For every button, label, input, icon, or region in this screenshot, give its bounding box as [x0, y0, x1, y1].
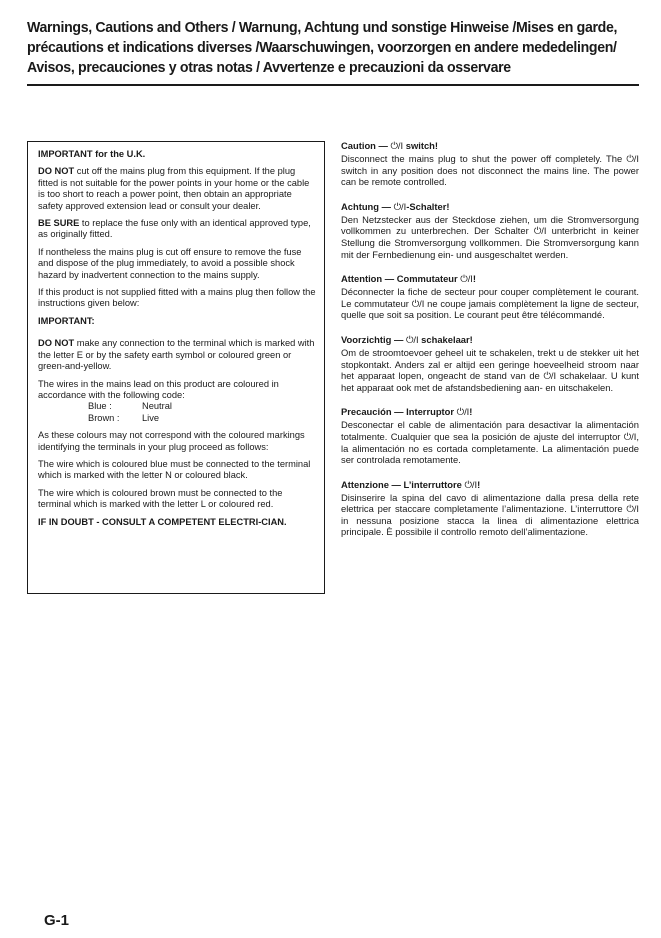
caution-english: [341, 140, 639, 188]
multilingual-cautions: [341, 140, 639, 551]
uk-important-label: IMPORTANT:: [38, 315, 95, 326]
caution-french-title: Attention — Commutateur ⏻/I!: [341, 273, 477, 285]
uk-paragraph-3: If nontheless the mains plug is cut off ensure to remove the fuse and dispose of the plug immediately, to avoid a possible shock hazard by inadvertent connection to the mains supply.: [38, 246, 302, 280]
caution-spanish-body: Desconectar el cable de alimentación para desactivar la alimentación totalmente. Cualquier que sea la posición de ajuste del interruptor ⏻/I, la alimentación no es cortada completamente. La alimentación puede ser controlada remotamente.: [341, 419, 639, 466]
uk-paragraph-5: DO NOT make any connection to the terminal which is marked with the letter E or by the safety earth symbol or coloured green or green-and-yellow.: [38, 338, 315, 372]
wire-color-code: [38, 401, 316, 424]
uk-paragraph-4: If this product is not supplied fitted with a mains plug then follow the instructions given below:: [38, 287, 316, 309]
caution-german-body: Den Netzstecker aus der Steckdose ziehen, um die Stromversorgung vollkommen zu unterbrechen. Der Schalter ⏻/I unterbricht in keiner Stellung die Stromversorgung vollkommen. Die Stromversorgung kann mit der Fernbedienung ein- und ausgeschaltet werden.: [341, 213, 639, 260]
wire-row-blue: Blue : Neutral: [88, 401, 172, 412]
power-switch-icon: ⏻/I: [533, 225, 547, 237]
caution-german-title: Achtung — ⏻/I-Schalter!: [341, 200, 450, 212]
caution-spanish: [341, 406, 639, 465]
power-switch-icon: ⏻/I: [543, 370, 557, 382]
uk-box-heading: IMPORTANT for the U.K.: [38, 149, 146, 159]
uk-paragraph-9: The wire which is coloured brown must be connected to the terminal which is marked with the letter L or coloured red.: [38, 487, 283, 510]
power-switch-icon: ⏻/I: [460, 273, 473, 285]
uk-paragraph-2: BE SURE to replace the fuse only with an identical approved type, as originally fitted.: [38, 218, 311, 240]
power-switch-icon: ⏻/I: [390, 140, 404, 151]
power-switch-icon: ⏻/I: [464, 478, 478, 490]
header-divider: [27, 84, 639, 86]
uk-paragraph-1: DO NOT cut off the mains plug from this equipment. If the plug fitted is not suitable for the power points in your home or the cable is too short to reach a power point, then obtain an appropriate safety approved extension lead or consult your dealer.: [38, 166, 310, 211]
title-line-1: Warnings, Cautions and Others / Warnung, Achtung und sonstige Hinweise /Mises en garde,: [27, 19, 618, 36]
uk-final-warning: IF IN DOUBT - CONSULT A COMPETENT ELECTRI-CIAN.: [38, 516, 287, 527]
title-line-3: Avisos, precauciones y otras notas / Avvertenze e precauzioni da osservare: [27, 59, 511, 76]
uk-paragraph-8: The wire which is coloured blue must be connected to the terminal which is marked with the letter N or coloured black.: [38, 458, 311, 481]
caution-dutch-body: Om de stroomtoevoer geheel uit te schakelen, trekt u de stekker uit het stopkontakt. Anders zal er altijd een geringe hoeveelheid stroom naar het apparaat lopen, ongeacht de stand van de ⏻/I schakelaar. U kunt het apparaat ook met de afstandsbediening aan- en uitschakelen.: [341, 346, 640, 393]
caution-english-title: Caution — ⏻/I switch!: [341, 140, 439, 151]
caution-french: [341, 273, 639, 321]
caution-italian-title: Attenzione — L’interruttore ⏻/I!: [341, 478, 481, 490]
page-header: [27, 18, 639, 78]
power-switch-icon: ⏻/I: [626, 153, 639, 164]
power-switch-icon: ⏻/I: [456, 406, 470, 418]
title-line-2: précautions et indications diverses /Waarschuwingen, voorzorgen en andere mededelingen/: [27, 39, 617, 56]
caution-italian: [341, 479, 639, 538]
caution-dutch-title: Voorzichtig — ⏻/I schakelaar!: [341, 333, 473, 345]
uk-important-box: [27, 141, 325, 594]
caution-italian-body: Disinserire la spina del cavo di alimentazione dalla presa della rete elettrica per staccare completamente l’alimentazione. L’interruttore ⏻/I in nessuna posizione stacca la linea di alimentazione elettrica principale. È possibile il controllo remoto dell’alimentazione.: [341, 491, 639, 538]
power-switch-icon: ⏻/I: [626, 503, 639, 515]
wire-row-brown: Brown : Live: [88, 412, 160, 423]
power-switch-icon: ⏻/I: [393, 200, 407, 212]
caution-dutch: [341, 334, 639, 393]
power-switch-icon: ⏻/I: [405, 333, 419, 345]
caution-german: [341, 201, 639, 260]
caution-english-body: Disconnect the mains plug to shut the power off completely. The ⏻/I switch in any position does not disconnect the mains line. The power can be remote controlled.: [341, 153, 639, 188]
uk-paragraph-6: The wires in the mains lead on this product are coloured in accordance with the following code:: [38, 378, 279, 400]
page-number: G-1: [44, 912, 70, 929]
uk-paragraph-7: As these colours may not correspond with the coloured markings identifying the terminals in your plug proceed as follows:: [38, 430, 305, 452]
caution-spanish-title: Precaución — Interruptor ⏻/I!: [341, 406, 473, 418]
power-switch-icon: ⏻/I: [623, 430, 637, 442]
caution-french-body: Déconnecter la fiche de secteur pour couper complètement le courant. Le commutateur ⏻/I ne coupe jamais complètement la ligne de secteur, quelle que soit sa position. Le courant peut être télécommandé.: [341, 286, 639, 321]
power-switch-icon: ⏻/I: [411, 297, 425, 309]
page-title: [27, 18, 641, 78]
